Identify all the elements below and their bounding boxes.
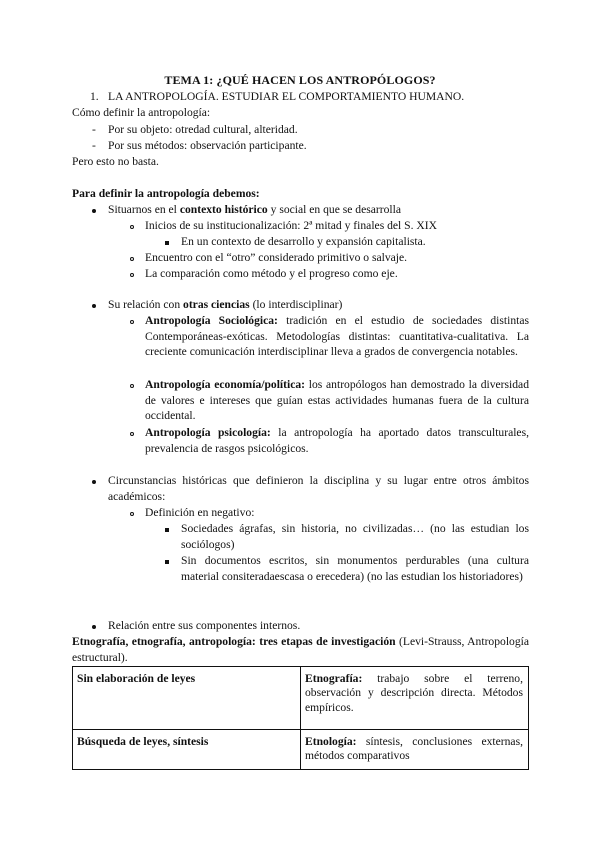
- table-cell-left: Búsqueda de leyes, síntesis: [73, 730, 301, 770]
- etapas-table: [72, 666, 529, 770]
- table-row: [73, 730, 529, 770]
- antropologia-economia: Antropología economía/política: los antropólogos han demostrado la diversidad de valores e intereses que guían estas actividades humanas fuera de la cultura occidental.: [145, 378, 529, 423]
- antropologia-sociologica: Antropología Sociológica: tradición en el estudio de sociedades distintas Contemporáneas-exóticas. Metodologías distintas: cuantitativa-cualitativa. La creciente comunicación interdisciplinar lleva a grados de convergencia notables.: [145, 314, 529, 359]
- square-bullet: [165, 528, 169, 532]
- page-title: TEMA 1: ¿QUÉ HACEN LOS ANTROPÓLOGOS?: [164, 73, 436, 87]
- bullet1-sub2: Encuentro con el “otro” considerado primitivo o salvaje.: [145, 251, 408, 264]
- objeto-item: Por su objeto: otredad cultural, alteridad.: [108, 123, 298, 136]
- bullet1-subsub: En un contexto de desarrollo y expansión capitalista.: [181, 235, 426, 248]
- bullet3-subsub2: Sin documentos escritos, sin monumentos perdurables (una cultura material consiteradaescasa o erecedera) (no las estudian los historiadores): [181, 554, 529, 583]
- pero-text: Pero esto no basta.: [72, 155, 159, 168]
- bullet1-text: Situarnos en el contexto histórico y social en que se desarrolla: [108, 203, 401, 216]
- section-number: 1.: [90, 90, 99, 103]
- como-definir: Cómo definir la antropología:: [72, 106, 211, 119]
- definicion-negativo: Definición en negativo:: [145, 506, 255, 519]
- square-bullet: [165, 560, 169, 564]
- bullet-dot: [92, 480, 96, 484]
- bullet1-sub3: La comparación como método y el progreso como eje.: [145, 267, 398, 280]
- bullet3-subsub1: Sociedades ágrafas, sin historia, no civilizadas… (no las estudian los sociólogos): [181, 522, 529, 551]
- circle-bullet: [130, 225, 134, 229]
- bullet3-text: Circunstancias históricas que definieron la disciplina y su lugar entre otros ámbitos académicos:: [108, 474, 529, 503]
- bullet1-sub1: Inicios de su institucionalización: 2ª mitad y finales del S. XIX: [145, 219, 438, 232]
- square-bullet: [165, 241, 169, 245]
- metodos-item: Por sus métodos: observación participante.: [108, 139, 307, 152]
- para-definir-heading: Para definir la antropología debemos:: [72, 187, 260, 200]
- antropologia-psicologia: Antropología psicología: la antropología ha aportado datos transculturales, prevalencia de rasgos psicológicos.: [145, 426, 529, 455]
- circle-bullet: [130, 273, 134, 277]
- circle-bullet: [130, 384, 134, 388]
- bullet-dot: [92, 304, 96, 308]
- bullet2-text: Su relación con otras ciencias (lo interdisciplinar): [108, 298, 343, 311]
- table-cell-left: Sin elaboración de leyes: [73, 667, 301, 730]
- table-cell-right: Etnografía: trabajo sobre el terreno, observación y descripción directa. Métodos empíricos.: [301, 667, 529, 730]
- bullet4-text: Relación entre sus componentes internos.: [108, 619, 301, 632]
- circle-bullet: [130, 432, 134, 436]
- table-row: [73, 667, 529, 730]
- section-heading: LA ANTROPOLOGÍA. ESTUDIAR EL COMPORTAMIENTO HUMANO.: [108, 90, 465, 103]
- dash-bullet: -: [92, 123, 96, 136]
- bullet-dot: [92, 209, 96, 213]
- etapas-heading: Etnografía, etnografía, antropología: tres etapas de investigación (Levi-Strauss, Antropología estructural).: [72, 635, 530, 664]
- circle-bullet: [130, 257, 134, 261]
- dash-bullet: -: [92, 139, 96, 152]
- bullet-dot: [92, 625, 96, 629]
- table-cell-right: Etnología: síntesis, conclusiones externas, métodos comparativos: [301, 730, 529, 770]
- circle-bullet: [130, 512, 134, 516]
- circle-bullet: [130, 320, 134, 324]
